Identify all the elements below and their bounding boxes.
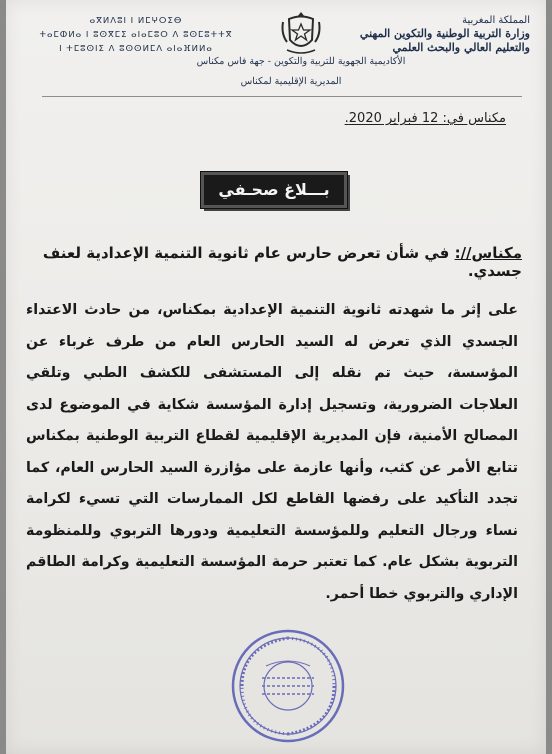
letterhead xyxy=(6,0,546,100)
letterhead-tifinagh xyxy=(36,14,236,56)
direction-label: المديرية الإقليمية لمكناس xyxy=(240,76,342,87)
academy-label: الأكاديمية الجهوية للتربية والتكوين - جهة فاس مكناس xyxy=(196,56,406,67)
subject-place: مكناس//: xyxy=(454,244,522,262)
document-date: مكناس في: 12 فبراير 2020. xyxy=(344,111,506,126)
tifinagh-line-1: ⴰⴳⵍⴷⵓⵏ ⵏ ⵍⵎⵖⵔⵉⴱ xyxy=(89,16,183,26)
official-stamp-icon xyxy=(228,626,348,746)
ministry-label: وزارة التربية الوطنية والتكوين المهني xyxy=(359,27,530,40)
coat-of-arms-icon xyxy=(279,10,323,56)
letterhead-arabic xyxy=(315,14,530,55)
tifinagh-line-2: ⵜⴰⵎⵀⵍⴰ ⵏ ⵓⵙⴳⵎⵉ ⴰⵏⴰⵎⵓⵔ ⴷ ⵓⵙⵎⵓⵜⵜⴳ xyxy=(39,30,233,40)
document-page xyxy=(6,0,546,754)
press-release-title: بـــلاغ صحـفي xyxy=(201,172,347,208)
letterhead-divider xyxy=(42,96,522,97)
subject-line xyxy=(22,244,522,280)
ministry-label-2: والتعليم العالي والبحث العلمي xyxy=(392,41,530,54)
body-paragraph: على إثر ما شهدته ثانوية التنمية الإعدادية بمكناس، من حادث الاعتداء الجسدي الذي تعرض له السيد الحارس العام من طرف غرباء عن المؤسسة، حيث تم نقله إلى المستشفى للكشف الطبي وتلقي العلاجات الضرورية، وتسجيل إدارة المؤسسة شكاية في الموضوع لدى المصالح الأمنية، فإن المديرية الإقليمية لقطاع التربية الوطنية بمكناس تتابع الأمر عن كثب، وأنها عازمة على مؤازرة السيد الحارس العام، كما تجدد التأكيد على رفضها القاطع لكل الممارسات التي تسيء لكرامة نساء ورجال التعليم وللمؤسسة التعليمية ودورها التربوي وللمنظومة التربوية بشكل عام. كما تعتبر حرمة المؤسسة التعليمية وكرامة الطاقم الإداري والتربوي خطا أحمر. xyxy=(26,302,518,602)
tifinagh-line-3: ⵏ ⵜⵎⵓⵙⵏⵉ ⴷ ⵓⵙⵙⵍⵎⴷ ⴰⵏⴰⴼⵍⵍⴰ xyxy=(59,44,213,54)
subject-text: في شأن تعرض حارس عام ثانوية التنمية الإعدادية لعنف جسدي. xyxy=(42,244,522,280)
kingdom-label: المملكة المغربية xyxy=(462,15,530,26)
